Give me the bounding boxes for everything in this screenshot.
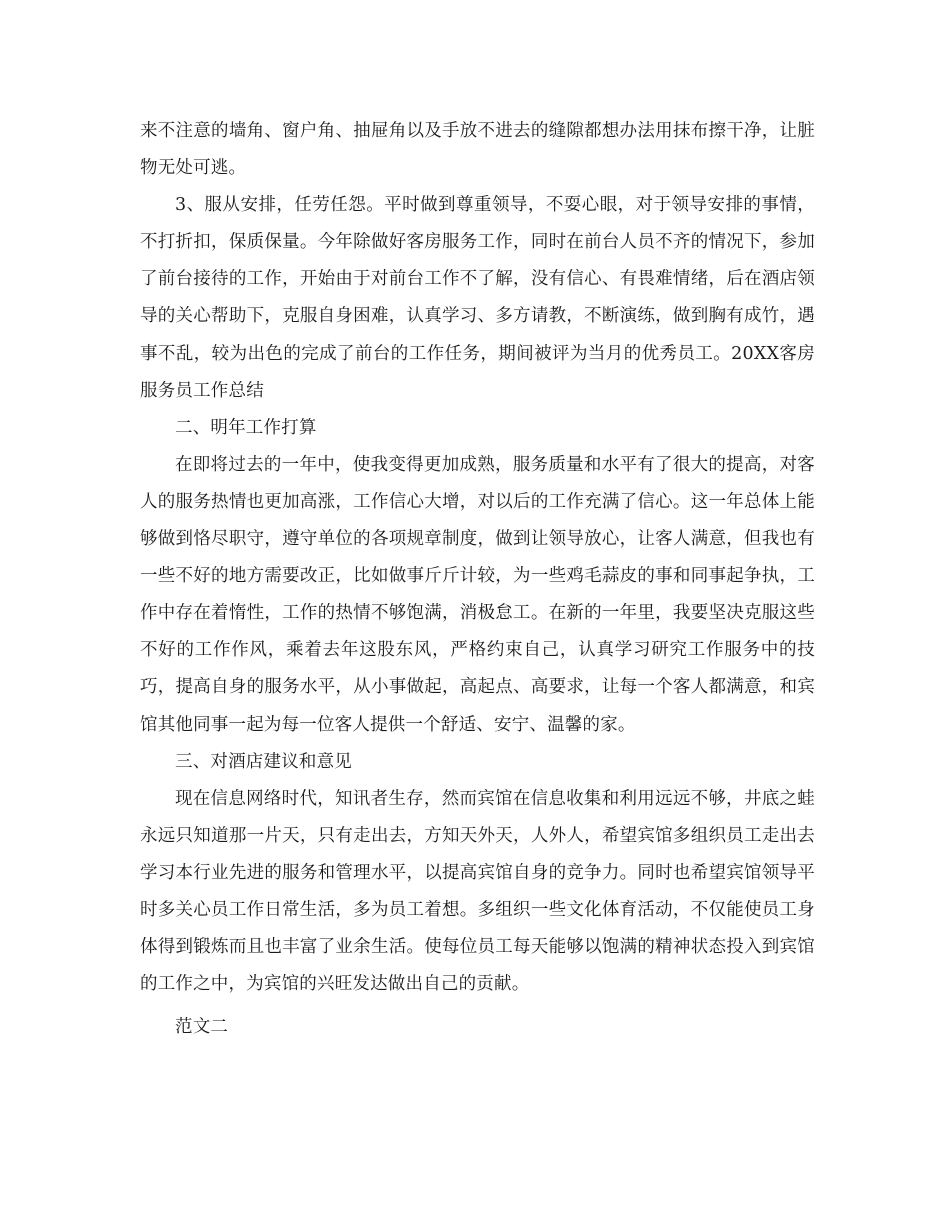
section-heading-sample-2: 范文二 <box>175 1017 229 1038</box>
paragraph-continuation: 来不注意的墙角、窗户角、抽屉角以及手放不进去的缝隙都想办法用抹布擦干净，让脏物无处可逃。 <box>140 121 815 179</box>
section-heading-suggestions: 三、对酒店建议和意见 <box>175 751 352 772</box>
paragraph-next-year-plan: 在即将过去的一年中，使我变得更加成熟，服务质量和水平有了很大的提高，对客人的服务热情也更加高涨，工作信心大增，对以后的工作充满了信心。这一年总体上能够做到恪尽职守，遵守单位的各项规章制度，做到让领导放心，让客人满意，但我也有一些不好的地方需要改正，比如做事斤斤计较，为一些鸡毛蒜皮的事和同事起争执，工作中存在着惰性，工作的热情不够饱满，消极怠工。在新的一年里，我要坚决克服这些不好的工作作风，乘着去年这股东风，严格约束自己，认真学习研究工作服务中的技巧，提高自身的服务水平，从小事做起，高起点、高要求，让每一个客人都满意，和宾馆其他同事一起为每一位客人提供一个舒适、安宁、温馨的家。 <box>140 454 815 735</box>
paragraph-suggestions: 现在信息网络时代，知讯者生存，然而宾馆在信息收集和利用远远不够，井底之蛙永远只知道那一片天，只有走出去，方知天外天，人外人，希望宾馆多组织员工走出去学习本行业先进的服务和管理水平，以提高宾馆自身的竞争力。同时也希望宾馆领导平时多关心员工作日常生活，多为员工着想。多组织一些文化体育活动，不仅能使员工身体得到锻炼而且也丰富了业余生活。使每位员工每天能够以饱满的精神状态投入到宾馆的工作之中，为宾馆的兴旺发达做出自己的贡献。 <box>140 788 815 995</box>
document-body <box>140 113 815 1046</box>
paragraph-point-3: 3、服从安排，任劳任怨。平时做到尊重领导，不耍心眼，对于领导安排的事情，不打折扣，保质保量。今年除做好客房服务工作，同时在前台人员不齐的情况下，参加了前台接待的工作，开始由于对前台工作不了解，没有信心、有畏难情绪，后在酒店领导的关心帮助下，克服自身困难，认真学习、多方请教，不断演练，做到胸有成竹，遇事不乱，较为出色的完成了前台的工作任务，期间被评为当月的优秀员工。20XX客房服务员工作总结 <box>140 195 815 401</box>
section-heading-next-year-plan: 二、明年工作打算 <box>175 417 317 438</box>
